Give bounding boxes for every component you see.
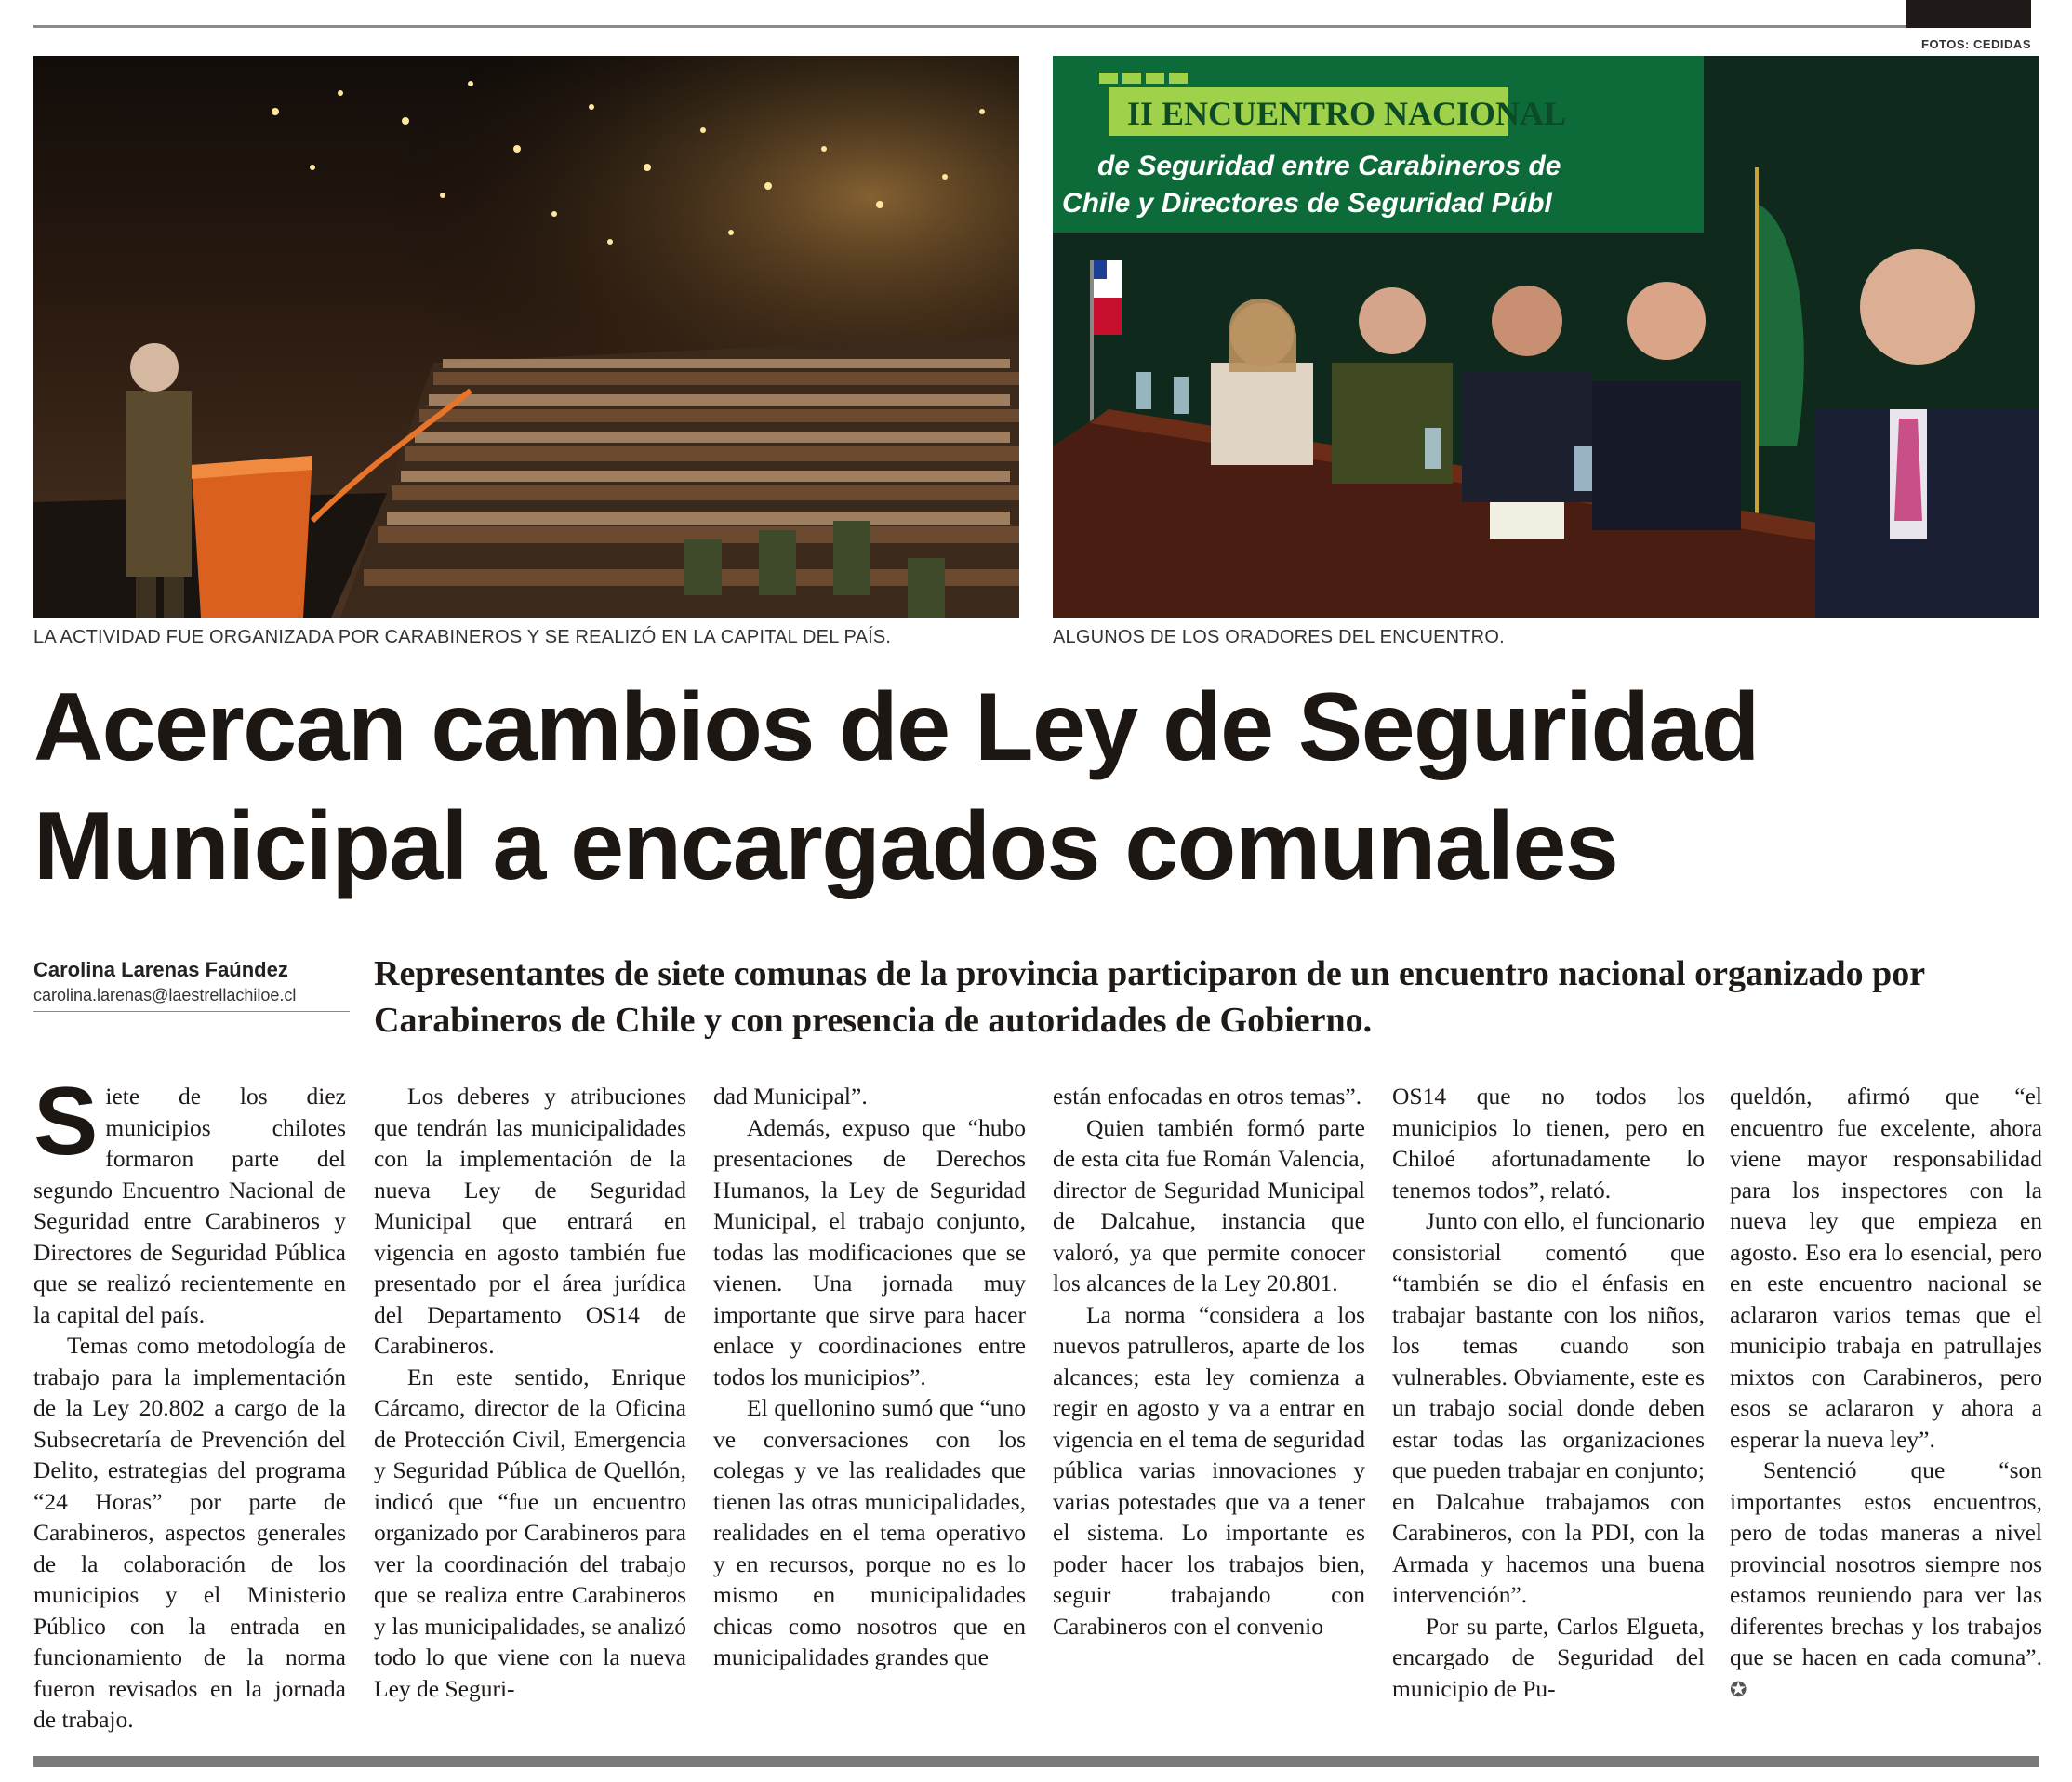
body-paragraph: Temas como metodología de trabajo para la implementación de la Ley 20.802 a cargo de la Subsecretaría de Prevención del Delito, estrategias del programa “24 Horas” por parte de Carabineros, aspectos generales de la colaboración de los municipios y el Ministerio Público con la entrada en funcionamiento de la norma fueron revisados en la jornada de trabajo.: [33, 1332, 346, 1733]
banner-title: II ENCUENTRO NACIONAL: [1127, 95, 1567, 132]
section-tab: [1906, 0, 2031, 28]
byline: [33, 958, 350, 1012]
body-paragraph: están enfocadas en otros temas”.: [1053, 1083, 1362, 1110]
body-paragraph: La norma “considera a los nuevos patrulleros, aparte de los alcances; esta ley comienza a regir en agosto y va a entrar en vigencia en el tema de seguridad pública varias innovaciones y varias potestades que va a tener el sistema. Lo importante es poder hacer los trabajos bien, seguir trabajando con Carabineros con el convenio: [1053, 1300, 1365, 1640]
body-paragraph: [33, 1081, 346, 1330]
headline: [33, 668, 2042, 906]
body-paragraph: queldón, afirmó que “el encuentro fue excelente, ahora viene mayor responsabilidad para los inspectores con la nueva ley que empieza en agosto. Eso era lo esencial, pero en este encuentro nacional se aclararon varios temas que el municipio trabaja en patrullajes mixtos con Carabineros, pero esos se aclararon y ahora a esperar la nueva ley”.: [1730, 1083, 2042, 1453]
body-paragraph: Los deberes y atribuciones que tendrán las municipalidades con la implementación de la nueva Ley de Seguridad Municipal que entrará en vigencia en agosto también fue presentado por el área jurídica del Departamento OS14 de Carabineros.: [374, 1083, 686, 1359]
photo-credit: FOTOS: CEDIDAS: [1921, 37, 2031, 51]
drop-cap: S: [33, 1081, 99, 1176]
body-paragraph: El quellonino sumó que “uno ve conversaciones con los colegas y ve las realidades que tienen las otras municipalidades, realidades en el tema operativo y en recursos, porque no es lo mismo en municipalidades chicas como nosotros que en municipalidades grandes que: [713, 1394, 1026, 1670]
body-column-4: [1053, 1081, 1365, 1750]
panel-photo: [1053, 56, 2039, 618]
body-column-1: [33, 1081, 346, 1750]
body-paragraph: Junto con ello, el funcionario consistorial comentó que “también se dio el énfasis en trabajar bastante con los niños, los temas cuando son vulnerables. Obviamente, este es un trabajo social donde deben estar todas las organizaciones que pueden trabajar en conjunto; en Dalcahue trabajamos con Carabineros, con la PDI, con la Armada y hacemos una buena intervención”.: [1392, 1207, 1705, 1608]
body-paragraph: Por su parte, Carlos Elgueta, encargado de Seguridad del municipio de Pu-: [1392, 1612, 1705, 1702]
body-paragraph: Además, expuso que “hubo presentaciones de Derechos Humanos, la Ley de Seguridad Municipal, el trabajo conjunto, todas las modificaciones que se vienen. Una jornada muy importante que sirve para hacer enlace y coordinaciones entre todos los municipios”.: [713, 1113, 1026, 1390]
banner-line-2: Chile y Directores de Seguridad Públ: [1062, 188, 1552, 219]
body-text: iete de los diez municipios chilotes formaron parte del segundo Encuentro Nacional de Seguridad entre Carabineros y Directores de Seguridad Pública que se realizó recientemente en la capital del país.: [33, 1083, 346, 1328]
deck: Representantes de siete comunas de la provincia participaron de un encuentro nacional organizado por Carabineros de Chile y con presencia de autoridades de Gobierno.: [374, 954, 1925, 1040]
auditorium-photo: [33, 56, 1019, 618]
body-paragraph: En este sentido, Enrique Cárcamo, director de la Oficina de Protección Civil, Emergencia y Seguridad Pública de Quellón, indicó que “fue un encuentro organizado por Carabineros para ver la coordinación del trabajo que se realiza entre Carabineros y las municipalidades, se analizó todo lo que viene con la nueva Ley de Seguri-: [374, 1363, 686, 1702]
end-mark-icon: ✪: [1730, 1678, 1747, 1702]
body-paragraph: dad Municipal”.: [713, 1083, 868, 1110]
body-paragraph: [1730, 1455, 2042, 1706]
body-column-5: [1392, 1081, 1705, 1750]
body-text: Sentenció que “son importantes estos encuentros, pero de todas maneras a nivel provincial nosotros siempre nos estamos reuniendo para ver las diferentes brechas y los trabajos que se hacen en cada comuna”.: [1730, 1456, 2042, 1670]
body-paragraph: OS14 que no todos los municipios lo tienen, pero en Chiloé afortunadamente lo tenemos todos”, relató.: [1392, 1083, 1705, 1204]
author-name: Carolina Larenas Faúndez: [33, 958, 288, 981]
body-paragraph: Quien también formó parte de esta cita fue Román Valencia, director de Seguridad Municipal de Dalcahue, instancia que valoró, ya que permite conocer los alcances de la Ley 20.801.: [1053, 1113, 1365, 1297]
body-column-6: [1730, 1081, 2042, 1750]
top-rule: [33, 25, 1906, 28]
headline-line-1: Acercan cambios de Ley de Seguridad: [33, 673, 1759, 781]
banner-line-1: de Seguridad entre Carabineros de: [1097, 151, 1561, 181]
photo-caption-1: LA ACTIVIDAD FUE ORGANIZADA POR CARABINEROS Y SE REALIZÓ EN LA CAPITAL DEL PAÍS.: [33, 627, 892, 647]
bottom-rule: [33, 1756, 2039, 1767]
body-column-2: [374, 1081, 686, 1750]
photo-caption-2: ALGUNOS DE LOS ORADORES DEL ENCUENTRO.: [1053, 627, 1505, 647]
author-email: carolina.larenas@laestrellachiloe.cl: [33, 986, 350, 1012]
body-column-3: [713, 1081, 1026, 1750]
headline-line-2: Municipal a encargados comunales: [33, 792, 1618, 900]
